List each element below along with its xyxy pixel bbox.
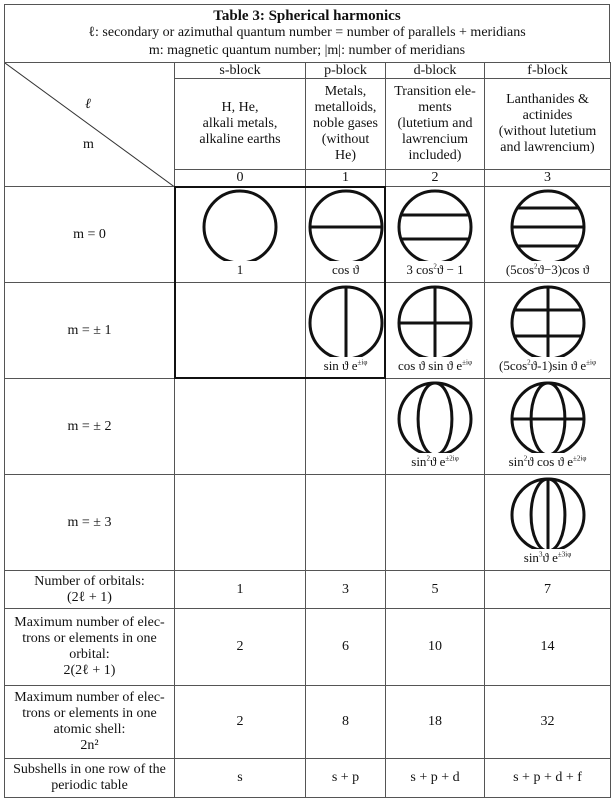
summary-value-cell <box>305 758 386 798</box>
summary-label: Maximum number of elec- trons or elements in one orbital: 2(2ℓ + 1) <box>14 615 165 678</box>
orbital-formula: $(5\cos^2ϑ-1)\sin$ ϑ $e^{\pm i\varphi}$ <box>499 358 596 373</box>
m-label-cell <box>4 474 175 571</box>
summary-value: 10 <box>428 639 442 654</box>
summary-value-cell <box>305 685 386 759</box>
orbital-cell <box>305 282 386 379</box>
orbital-cell <box>484 282 611 379</box>
summary-label-cell <box>4 685 175 759</box>
orbital-formula: sin ϑ $e^{\pm i\varphi}$ <box>323 358 368 373</box>
summary-value-cell <box>385 685 485 759</box>
m-label: m = ± 3 <box>67 514 112 530</box>
orbital-cell <box>305 474 386 571</box>
summary-value-cell <box>174 608 306 686</box>
summary-value: s + p + d <box>410 770 460 785</box>
l-number: 1 <box>342 170 349 185</box>
l-number: 2 <box>431 170 439 185</box>
orbital-cell <box>385 186 485 283</box>
orbital-cell <box>174 282 306 379</box>
table-title-cell <box>4 4 610 63</box>
summary-label-cell <box>4 608 175 686</box>
block-desc: H, He, alkali metals, alkaline earths <box>199 100 281 147</box>
orbital-cell <box>174 474 306 571</box>
summary-value: 7 <box>544 581 551 597</box>
summary-value-cell <box>385 758 485 798</box>
orbital-cell <box>305 186 386 283</box>
block-header <box>305 62 386 79</box>
block-description <box>305 78 386 170</box>
orbital-formula: 3 $\cos^2ϑ - 1$ <box>406 262 464 277</box>
summary-value: s + p <box>331 770 360 785</box>
summary-value: s <box>237 770 243 785</box>
summary-label: Number of orbitals: (2ℓ + 1) <box>34 573 145 605</box>
orbital-formula: 1 <box>236 262 244 277</box>
l-value <box>484 169 611 187</box>
block-desc: Transition ele- ments (lutetium and lawrencium included) <box>394 84 476 163</box>
l-number: 0 <box>236 170 244 185</box>
summary-value-cell <box>174 570 306 609</box>
orbital-diagram-icon <box>306 187 386 261</box>
block-description <box>484 78 611 170</box>
summary-value: s + p + d + f <box>513 770 582 785</box>
summary-value-cell <box>484 570 611 609</box>
summary-value-cell <box>174 758 306 798</box>
summary-value: 2 <box>236 714 244 729</box>
block-name: d-block <box>413 62 457 78</box>
orbital-formula: $\sin^2ϑ$ $e^{\pm 2i\varphi}$ <box>411 454 459 469</box>
orbital-cell <box>484 474 611 571</box>
summary-value-cell <box>305 570 386 609</box>
orbital-cell <box>174 186 306 283</box>
summary-value-cell <box>484 685 611 759</box>
orbital-diagram-icon <box>395 187 475 261</box>
summary-value: 32 <box>540 714 555 729</box>
orbital-formula: $\sin^3ϑ$ $e^{\pm 3i\varphi}$ <box>523 550 572 565</box>
orbital-formula: $(5\cos^2ϑ-3)\cos$ ϑ <box>505 262 590 277</box>
block-header <box>385 62 485 79</box>
l-value <box>305 169 386 187</box>
summary-value-cell <box>484 758 611 798</box>
orbital-diagram-icon <box>200 187 280 261</box>
block-description <box>174 78 306 170</box>
orbital-cell <box>484 378 611 475</box>
corner-l: ℓ <box>85 97 91 112</box>
orbital-diagram-icon <box>508 475 588 549</box>
block-name: f-block <box>527 62 568 78</box>
m-label-cell <box>4 378 175 475</box>
summary-label-cell <box>4 570 175 609</box>
corner-cell <box>4 62 175 187</box>
orbital-cell <box>484 186 611 283</box>
orbital-cell <box>385 474 485 571</box>
summary-value-cell <box>174 685 306 759</box>
m-label: m = ± 1 <box>67 322 112 338</box>
block-desc: Metals, metalloids, noble gases (without He) <box>313 84 378 163</box>
summary-value: 5 <box>431 581 439 597</box>
orbital-diagram-icon <box>508 283 588 357</box>
l-number: 3 <box>544 170 551 185</box>
corner-m: m <box>83 137 94 152</box>
summary-value: 3 <box>342 581 349 597</box>
summary-label: Maximum number of elec- trons or elements in one atomic shell: 2n² <box>14 690 165 753</box>
orbital-diagram-icon <box>306 283 386 357</box>
summary-label: Subshells in one row of the periodic table <box>13 762 166 793</box>
summary-value: 6 <box>342 639 349 654</box>
summary-value: 18 <box>428 714 442 729</box>
summary-label-cell <box>4 758 175 798</box>
summary-value-cell <box>484 608 611 686</box>
block-header <box>484 62 611 79</box>
orbital-formula: cos ϑ sin ϑ $e^{\pm i\varphi}$ <box>398 358 472 373</box>
orbital-diagram-icon <box>395 379 475 453</box>
orbital-formula: $\sin^2ϑ$ cos ϑ $e^{\pm 2i\varphi}$ <box>508 454 587 469</box>
orbital-diagram-icon <box>508 379 588 453</box>
summary-value-cell <box>385 570 485 609</box>
block-header <box>174 62 306 79</box>
orbital-diagram-icon <box>508 187 588 261</box>
block-name: s-block <box>219 62 261 78</box>
m-label: m = 0 <box>73 226 106 242</box>
summary-value: 8 <box>342 714 349 729</box>
orbital-cell <box>385 378 485 475</box>
orbital-formula: cos ϑ <box>331 262 359 277</box>
legend-l: ℓ: secondary or azimuthal quantum number = number of parallels + meridians <box>88 25 526 40</box>
summary-value: 2 <box>236 639 244 654</box>
diagonal-line <box>5 63 176 188</box>
m-label-cell <box>4 186 175 283</box>
summary-value: 14 <box>540 639 555 654</box>
orbital-diagram-icon <box>395 283 475 357</box>
legend-m: m: magnetic quantum number; |m|: number of meridians <box>148 43 466 58</box>
table-title: Table 3: Spherical harmonics <box>213 8 401 24</box>
block-name: p-block <box>324 62 367 78</box>
block-desc: Lanthanides & actinides (without lutetium and lawrencium) <box>498 92 597 155</box>
m-label: m = ± 2 <box>67 418 112 434</box>
orbital-cell <box>174 378 306 475</box>
summary-value-cell <box>385 608 485 686</box>
summary-value: 1 <box>236 581 244 597</box>
block-description <box>385 78 485 170</box>
orbital-cell <box>385 282 485 379</box>
orbital-cell <box>305 378 386 475</box>
summary-value-cell <box>305 608 386 686</box>
l-value <box>385 169 485 187</box>
l-value <box>174 169 306 187</box>
m-label-cell <box>4 282 175 379</box>
